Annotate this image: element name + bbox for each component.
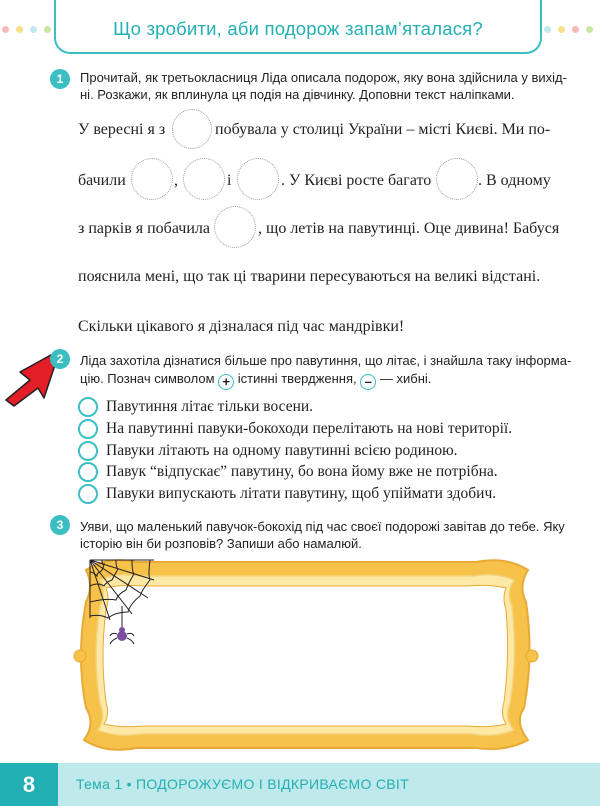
sticker-slot-5[interactable] — [436, 158, 478, 200]
story-line-4: пояснила мені, що так ці тварини пересуваються на великі відстані. — [78, 268, 541, 285]
page-number: 8 — [0, 763, 58, 806]
sticker-slot-4[interactable] — [237, 158, 279, 200]
story-line-5: Скільки цікавого я дізналася під час мандрівки! — [78, 318, 405, 335]
statement-text-4: Павук “відпускає” павутину, бо вона йому вже не потрібна. — [106, 463, 498, 480]
story-line-3b: , що летів на павутинці. Оце дивина! Бабуся — [258, 220, 560, 237]
sticker-slot-3[interactable] — [183, 158, 225, 200]
decorative-dots-right — [544, 26, 593, 34]
answer-circle-4[interactable] — [78, 462, 98, 482]
task-3-instruction-line-2: історію він би розповів? Запиши або намалюй. — [80, 536, 362, 551]
task-3-number: 3 — [50, 515, 70, 535]
statement-text-2: На павутинні павуки-бокоходи перелітають на нові території. — [106, 420, 513, 437]
statement-text-3: Павуки літають на одному павутинні всією родиною. — [106, 442, 458, 459]
page-title: Що зробити, аби подорож запам’яталася? — [113, 18, 483, 39]
story-line-2d: . У Києві росте багато — [281, 172, 432, 189]
answer-circle-3[interactable] — [78, 441, 98, 461]
statement-text-5: Павуки випускають літати павутину, щоб упіймати здобич. — [106, 485, 497, 502]
sticker-slot-1[interactable] — [172, 109, 212, 149]
minus-symbol-icon: – — [360, 374, 376, 390]
task-2-instruction-line-2 — [80, 370, 431, 390]
story-line-2a: бачили — [78, 172, 126, 189]
story-line-3a: з парків я побачила — [78, 220, 210, 237]
task-2-instruction-2b: істинні твердження, — [237, 371, 357, 386]
plus-symbol-icon: + — [218, 374, 234, 390]
task-2-number: 2 — [50, 349, 70, 369]
task-3-instruction-line-1: Уяви, що маленький павучок-бокохід під час своєї подорожі завітав до тебе. Яку — [80, 519, 565, 534]
task-2-instruction-line-1: Ліда захотіла дізнатися більше про павутиння, що літає, і знайшла таку інформа- — [80, 353, 572, 368]
answer-circle-5[interactable] — [78, 484, 98, 504]
task-1-instruction-line-2: ні. Розкажи, як вплинула ця подія на дівчинку. Доповни текст наліпками. — [80, 87, 515, 102]
footer-topic: Тема 1 • ПОДОРОЖУЄМО І ВІДКРИВАЄМО СВІТ — [76, 776, 409, 792]
spider-icon — [110, 627, 134, 644]
story-line-2b: , — [174, 172, 178, 189]
task-1-number: 1 — [50, 69, 70, 89]
story-line-2c: і — [227, 172, 232, 189]
sticker-slot-6[interactable] — [214, 206, 256, 248]
story-line-1b: побувала у столиці України – місті Києві. Ми по- — [215, 121, 551, 138]
task-2-instruction-2c: — хибні. — [379, 371, 432, 386]
task-2-instruction-2a: цію. Познач символом — [80, 371, 215, 386]
title-banner — [54, 0, 542, 54]
story-line-2e: . В одному — [478, 172, 551, 189]
story-line-1a: У вересні я з — [78, 121, 166, 138]
answer-circle-2[interactable] — [78, 419, 98, 439]
statement-text-1: Павутиння літає тільки восени. — [106, 398, 314, 415]
spider-web-icon — [88, 558, 158, 648]
answer-circle-1[interactable] — [78, 397, 98, 417]
sticker-slot-2[interactable] — [131, 158, 173, 200]
task-1-instruction-line-1: Прочитай, як третьокласниця Ліда описала подорож, яку вона здійснила у вихід- — [80, 70, 567, 85]
